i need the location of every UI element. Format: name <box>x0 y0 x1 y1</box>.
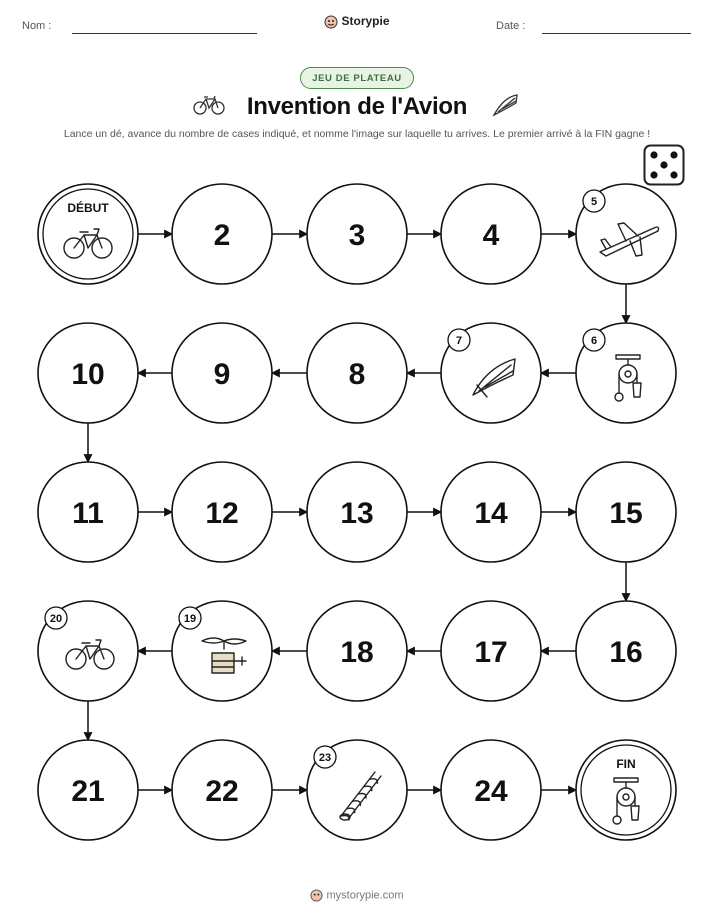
board-cell-7[interactable] <box>441 323 541 423</box>
board-cell-24[interactable] <box>441 740 541 840</box>
cell-number: 4 <box>482 219 500 252</box>
board-cell-13[interactable] <box>307 462 407 562</box>
instructions: Lance un dé, avance du nombre de cases indiqué, et nomme l'image sur laquelle tu arrives. Le premier arrivé à la FIN gagne ! <box>63 128 651 140</box>
cell-number: 17 <box>474 636 508 669</box>
board-cell-20[interactable] <box>38 601 138 701</box>
board-cell-4[interactable] <box>441 184 541 284</box>
board-cell-10[interactable] <box>38 323 138 423</box>
footer <box>0 889 714 902</box>
cell-number: 5 <box>590 196 598 208</box>
board-cell-25[interactable] <box>576 740 676 840</box>
board-cell-17[interactable] <box>441 601 541 701</box>
cell-number: 15 <box>609 497 643 530</box>
board-cell-2[interactable] <box>172 184 272 284</box>
cell-number: 6 <box>590 335 598 347</box>
cell-number: 13 <box>340 497 374 530</box>
cell-number: 20 <box>49 613 63 625</box>
board-cell-21[interactable] <box>38 740 138 840</box>
cell-number: 22 <box>205 775 239 808</box>
cell-number: 21 <box>71 775 105 808</box>
brand-name: Storypie <box>341 14 390 28</box>
cell-number: 14 <box>474 497 508 530</box>
cell-number: 18 <box>340 636 374 669</box>
board-cell-5[interactable] <box>576 184 676 284</box>
board-cell-22[interactable] <box>172 740 272 840</box>
cell-number: 12 <box>205 497 239 530</box>
cell-number: 2 <box>213 219 231 252</box>
date-label: Date : <box>496 20 526 32</box>
board-cell-14[interactable] <box>441 462 541 562</box>
board-cell-9[interactable] <box>172 323 272 423</box>
page-title: Invention de l'Avion <box>246 93 468 120</box>
name-label: Nom : <box>22 20 52 32</box>
end-label: FIN <box>616 757 636 771</box>
footer-url[interactable]: mystorypie.com <box>326 889 404 902</box>
board-cell-11[interactable] <box>38 462 138 562</box>
board-cell-23[interactable] <box>307 740 407 840</box>
cell-number: 19 <box>183 613 197 625</box>
cell-number: 3 <box>348 219 366 252</box>
board-cell-12[interactable] <box>172 462 272 562</box>
cell-number: 9 <box>213 358 231 391</box>
board-cell-3[interactable] <box>307 184 407 284</box>
board-cell-1[interactable] <box>38 184 138 284</box>
board-cell-19[interactable] <box>172 601 272 701</box>
cell-number: 8 <box>348 358 366 391</box>
board-cell-18[interactable] <box>307 601 407 701</box>
cell-number: 23 <box>318 752 332 764</box>
cell-number: 7 <box>455 335 463 347</box>
cell-number: 16 <box>609 636 643 669</box>
board-cell-16[interactable] <box>576 601 676 701</box>
storypie-logo-icon <box>310 889 323 902</box>
cell-number: 24 <box>474 775 508 808</box>
game-type-badge: JEU DE PLATEAU <box>300 67 414 89</box>
board-cell-15[interactable] <box>576 462 676 562</box>
start-label: DÉBUT <box>67 201 109 215</box>
board-cell-8[interactable] <box>307 323 407 423</box>
board-cell-6[interactable] <box>576 323 676 423</box>
cell-number: 11 <box>72 497 104 530</box>
cell-number: 10 <box>71 358 105 391</box>
